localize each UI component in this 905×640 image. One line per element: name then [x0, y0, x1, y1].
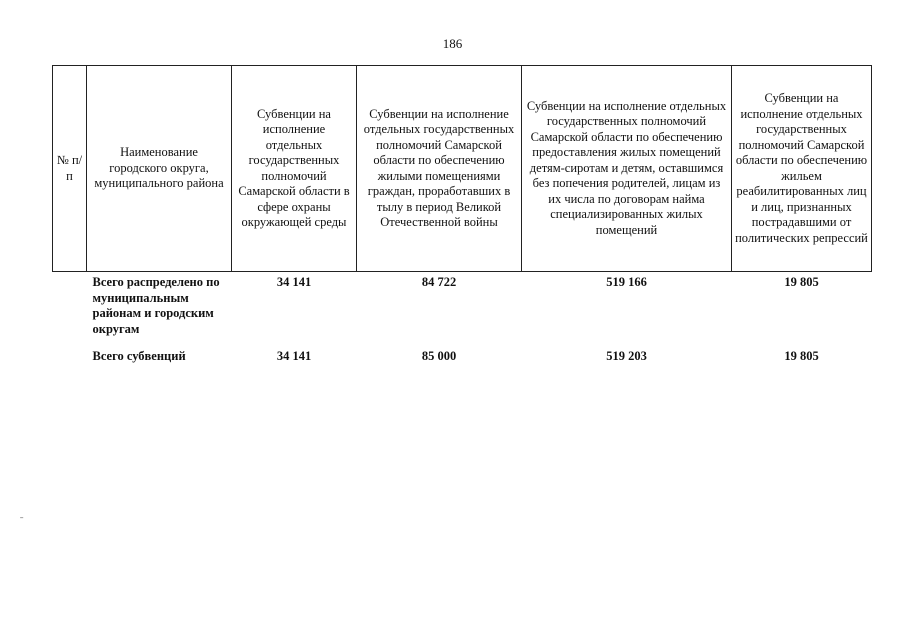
value-cell: 19 805 — [784, 275, 819, 289]
value-cell: 19 805 — [784, 349, 819, 363]
row-number — [53, 272, 87, 340]
page-number: 186 — [442, 36, 463, 51]
table-header-row — [53, 66, 872, 272]
scan-mark: ˗ — [20, 512, 24, 523]
value-cell: 519 166 — [606, 275, 647, 289]
table-row — [53, 272, 872, 340]
header-municipality: Наименование городского округа, муниципального района — [87, 66, 232, 272]
value-cell: 84 722 — [421, 275, 457, 289]
table-row — [53, 339, 872, 365]
header-rehabilitated-persons-subvention: Субвенции на исполнение отдельных государственных полномочий Самарской области по обеспечению жильем реабилитированных лиц и лиц, признанных пострадавшими от политических репрессий — [732, 66, 872, 272]
header-orphans-housing-subvention: Субвенции на исполнение отдельных государственных полномочий Самарской области по обеспечению предоставления жилых помещений детям-сиротам и детям, оставшимся без попечения родителей, лицам из их числа по договорам найма специализированных жилых помещений — [522, 66, 732, 272]
row-label: Всего распределено по муниципальным районам и городским округам — [92, 275, 220, 336]
header-number: № п/п — [53, 66, 87, 272]
row-number — [53, 339, 87, 365]
value-cell: 34 141 — [276, 275, 312, 289]
subventions-table — [52, 65, 872, 365]
value-cell: 519 203 — [606, 349, 647, 363]
value-cell: 34 141 — [276, 349, 312, 363]
header-home-front-workers-subvention: Субвенции на исполнение отдельных государственных полномочий Самарской области по обеспечению жилыми помещениями граждан, проработавших в тылу в период Великой Отечественной войны — [357, 66, 522, 272]
value-cell: 85 000 — [421, 349, 457, 363]
header-environment-subvention: Субвенции на исполнение отдельных государственных полномочий Самарской области в сфере охраны окружающей среды — [232, 66, 357, 272]
row-label: Всего субвенций — [92, 349, 186, 363]
